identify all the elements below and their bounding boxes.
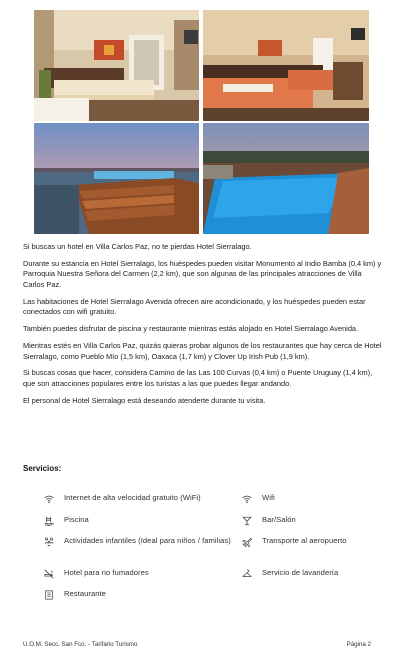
pool-photo (203, 123, 369, 234)
footer-document-title: U.O.M. Secc. San Fco. - Tarifario Turismo (23, 641, 138, 648)
laundry-icon (241, 568, 253, 579)
service-item-internet (43, 493, 223, 504)
service-item-pool (43, 515, 223, 526)
hotel-room-photo-1 (34, 10, 199, 121)
cocktail-icon (241, 515, 253, 526)
footer-page-number: Página 2 (346, 641, 371, 648)
service-item-wifi (241, 493, 381, 504)
pool-deck-photo (34, 123, 199, 234)
service-label: Internet de alta velocidad gratuito (WiFi) (64, 493, 201, 502)
service-item-bar (241, 515, 381, 526)
pool-icon (43, 515, 55, 526)
service-label: Servicio de lavandería (262, 568, 339, 577)
paragraph-activities: Si buscas cosas que hacer, considera Camino de las Las 100 Curvas (0,4 km) o Puente Uruguay (1,4 km), que son atracciones populares entre los turistas a las que puedes llegar andando. (23, 368, 373, 388)
service-item-restaurant (43, 589, 223, 600)
paragraph-rooms: Las habitaciones de Hotel Sierralago Avenida ofrecen aire acondicionado, y los huéspedes pueden estar conectados con wifi gratuito. (23, 296, 366, 317)
hotel-room-photo-2 (203, 10, 369, 121)
wifi-icon (241, 493, 253, 504)
airplane-icon (241, 536, 253, 547)
service-item-non-smoking (43, 568, 223, 579)
service-label: Transporte al aeropuerto (262, 536, 347, 545)
no-smoking-icon (43, 568, 55, 579)
service-label: Actividades infantiles (Ideal para niños / familias) (64, 536, 231, 545)
service-label: Bar/Salón (262, 515, 296, 524)
service-item-kids-activities (43, 536, 233, 547)
service-label: Restaurante (64, 589, 106, 598)
hotel-photo-grid (34, 10, 369, 234)
services-title: Servicios: (23, 464, 62, 473)
service-label: Hotel para no fumadores (64, 568, 149, 577)
paragraph-intro: Si buscas un hotel en Villa Carlos Paz, no te pierdas Hotel Sierralago. (23, 242, 252, 251)
service-item-airport-transfer (241, 536, 381, 547)
paragraph-pool: También puedes disfrutar de piscina y restaurante mientras estás alojado en Hotel Sierralago Avenida. (23, 324, 359, 334)
paragraph-attractions: Durante su estancia en Hotel Sierralago, los huéspedes pueden visitar Monumento al Indio Bamba (0,4 km) y Parroquia Nuestra Señora del Carmen (2,2 km), que son algunas de las principales atracciones de Villa Carlos Paz. (23, 258, 382, 289)
family-icon (43, 536, 55, 547)
paragraph-restaurants: Mientras estés en Villa Carlos Paz, quizás quieras probar algunos de los restaurantes que hay cerca de Hotel Sierralago, como Pueblo Mío (1,5 km), Oaxaca (1,7 km) y Clover Up Irish Pub (1,9 km). (23, 340, 382, 361)
service-label: Wifi (262, 493, 275, 502)
wifi-icon (43, 493, 55, 504)
menu-icon (43, 589, 55, 600)
paragraph-staff: El personal de Hotel Sierralago está deseando atenderte durante tu visita. (23, 395, 266, 405)
hotel-description (23, 242, 383, 412)
service-label: Piscina (64, 515, 89, 524)
service-item-laundry (241, 568, 381, 579)
